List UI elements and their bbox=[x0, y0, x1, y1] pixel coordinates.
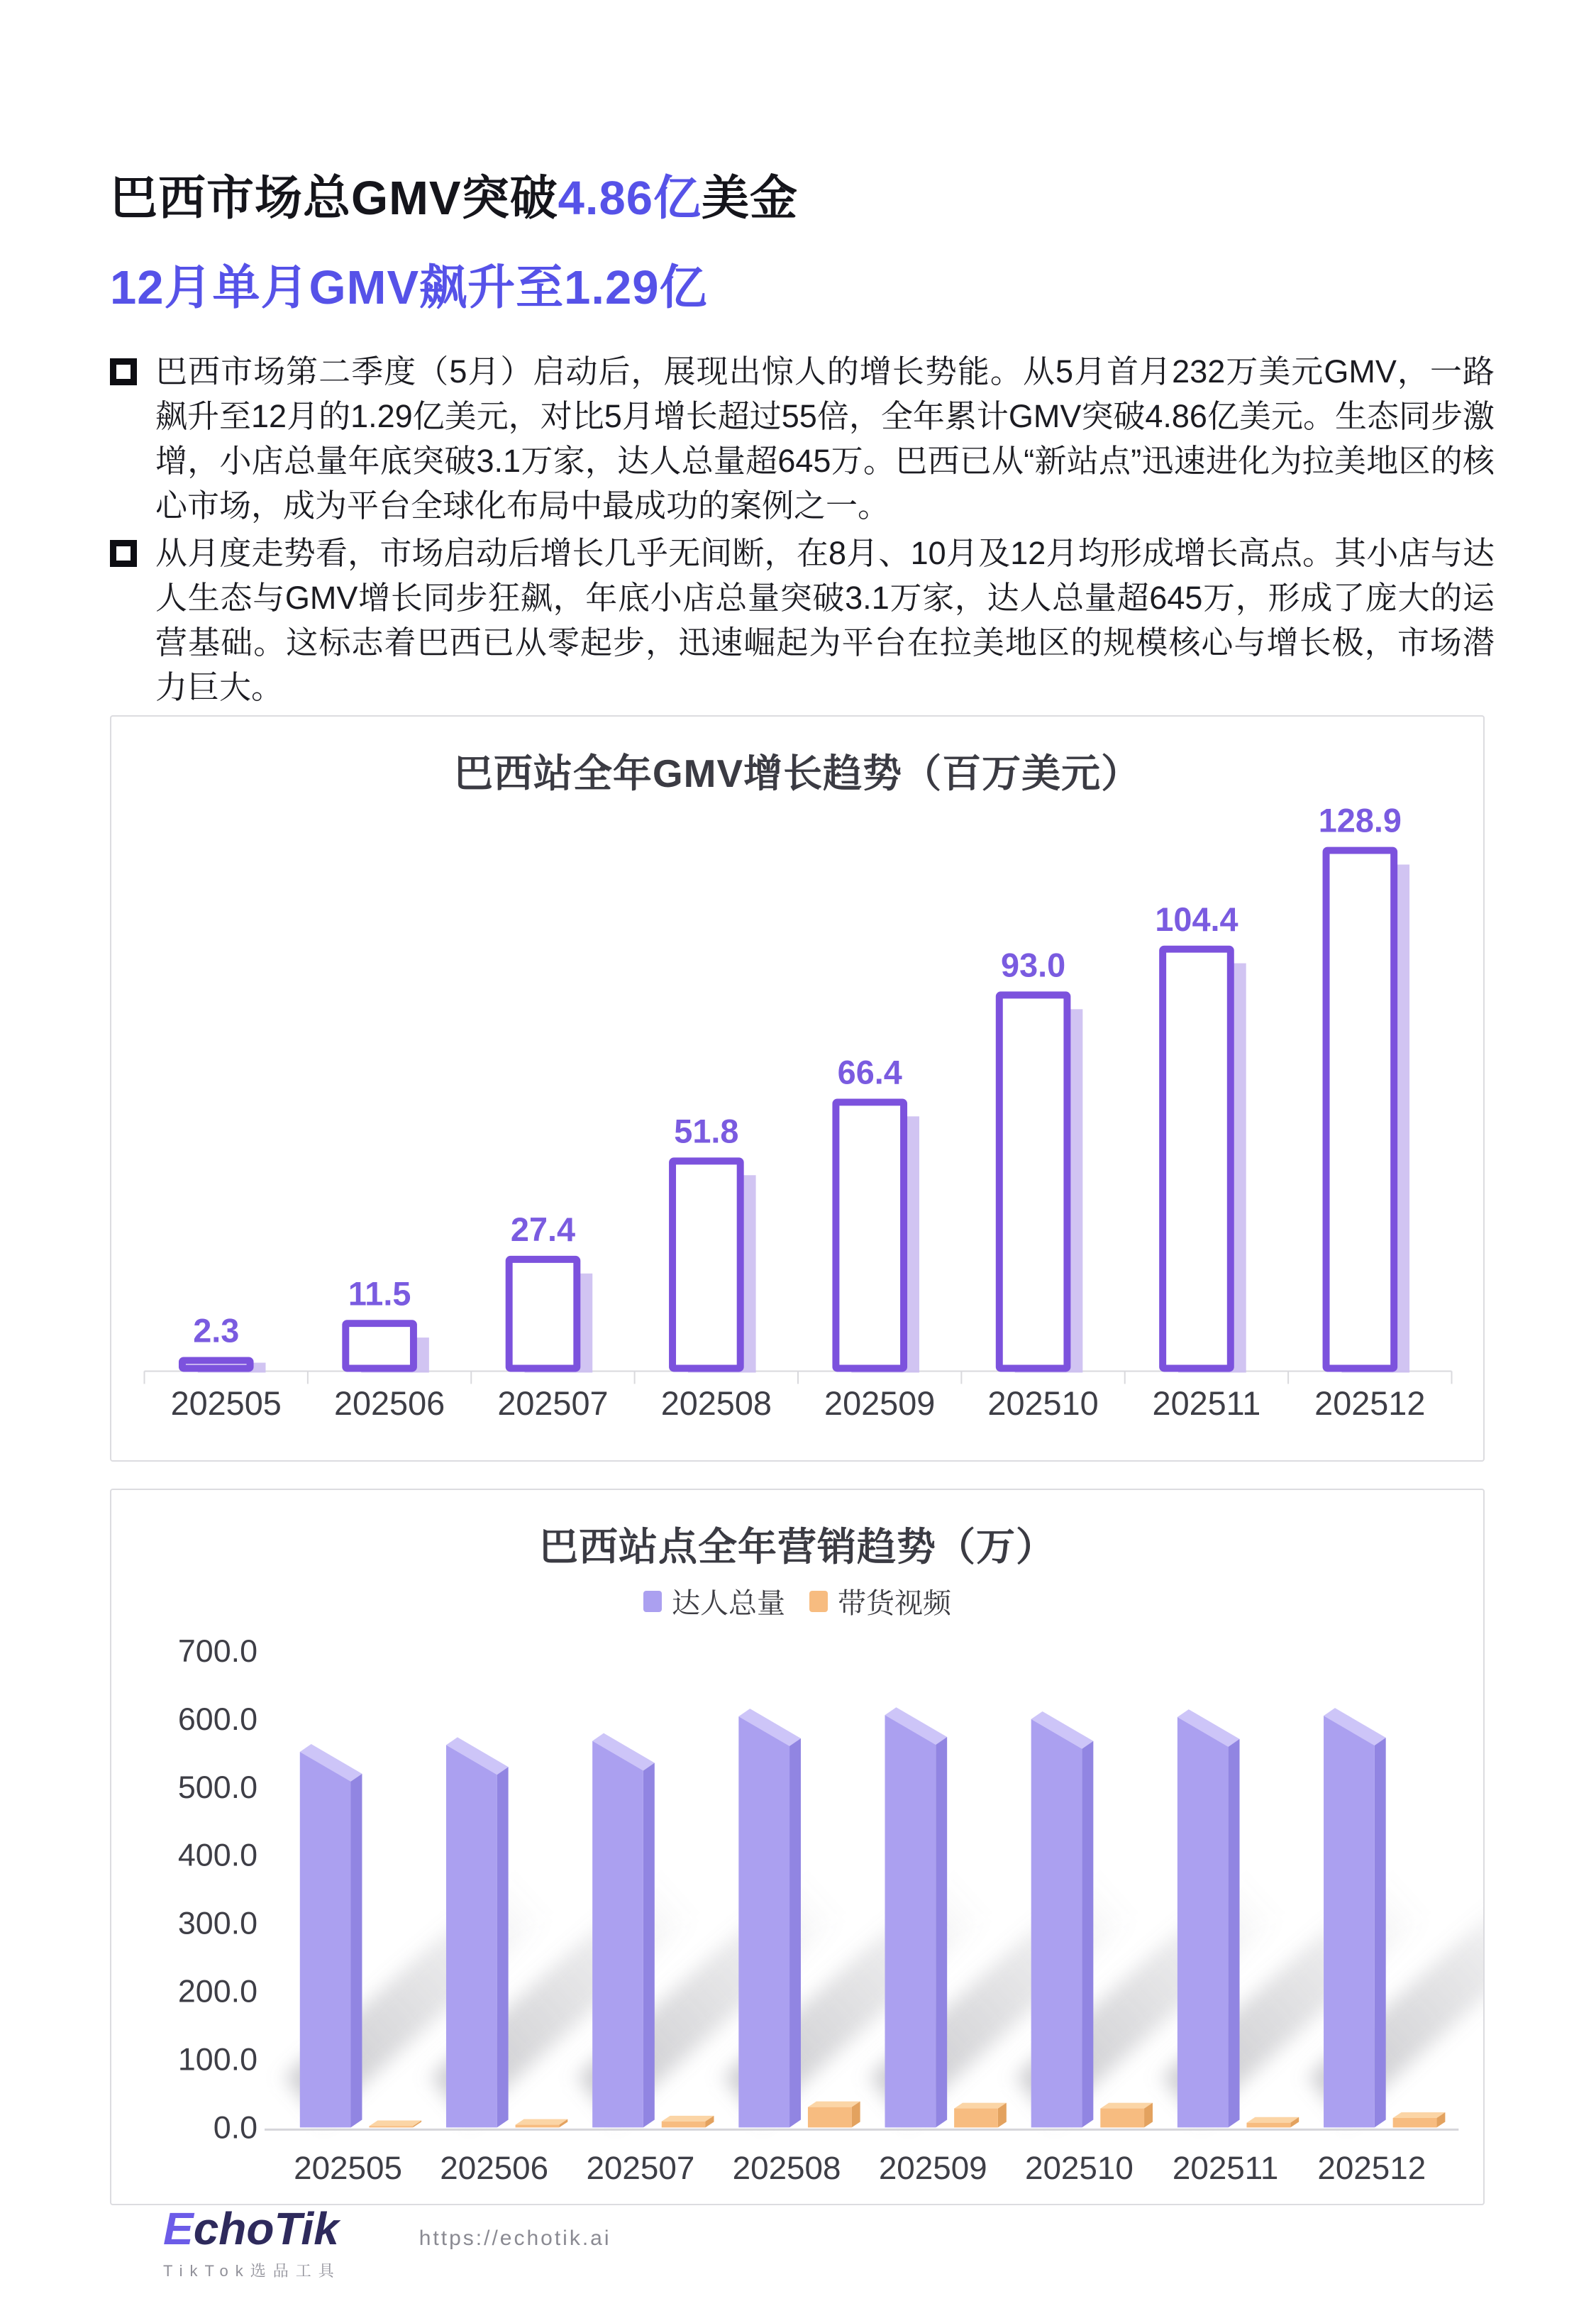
summary-bullet-list bbox=[110, 349, 1495, 712]
creator-bar-202509 bbox=[885, 1707, 948, 2127]
bar-front-face bbox=[516, 2125, 560, 2128]
x-axis-label: 202507 bbox=[497, 1385, 609, 1423]
creator-bar-202510 bbox=[1031, 1711, 1094, 2127]
bar-outline bbox=[182, 1360, 250, 1368]
bar-front-face bbox=[808, 2107, 852, 2128]
gmv-bar-chart bbox=[111, 717, 1483, 1460]
x-axis-label: 202508 bbox=[660, 1385, 772, 1423]
bar-outline bbox=[999, 995, 1068, 1368]
x-axis-label: 202505 bbox=[170, 1385, 282, 1423]
bar-front-face bbox=[954, 2109, 998, 2128]
video-bar-202506 bbox=[516, 2119, 568, 2128]
bar-outline bbox=[345, 1323, 414, 1368]
x-axis-label: 202512 bbox=[1314, 1385, 1426, 1423]
bullet-text: 从月度走势看，市场启动后增长几乎无间断，在8月、10月及12月均形成增长高点。其小店与达人生态与GMV增长同步狂飙，年底小店总量突破3.1万家，达人总量超645万，形成了庞大的运营基础。这标志着巴西已从零起步，迅速崛起为平台在拉美地区的规模核心与增长极，市场潜力巨大。 bbox=[155, 535, 1495, 705]
logo-wordmark bbox=[163, 2204, 341, 2253]
bar-top-face bbox=[369, 2121, 421, 2126]
x-axis-label: 202510 bbox=[1025, 2150, 1134, 2187]
bar-group-202507 bbox=[509, 1211, 593, 1372]
bullet-square-icon bbox=[110, 358, 137, 385]
bar-front-face bbox=[300, 1752, 351, 2127]
bar-front-face bbox=[369, 2126, 413, 2128]
bar-side-face bbox=[936, 1737, 947, 2127]
bullet-item bbox=[110, 349, 1495, 528]
x-axis-label: 202511 bbox=[1152, 1385, 1261, 1423]
video-bar-202511 bbox=[1246, 2117, 1299, 2128]
bar-group-202511 bbox=[1155, 901, 1246, 1373]
bar-group-202508 bbox=[672, 1113, 756, 1372]
bar-front-face bbox=[592, 1741, 643, 2128]
bar-group-202505 bbox=[182, 1313, 266, 1373]
title-accent-value: 4.86亿 bbox=[558, 172, 702, 225]
bar-front-face bbox=[1393, 2118, 1437, 2127]
marketing-chart-card bbox=[110, 1489, 1485, 2205]
legend-label: 带货视频 bbox=[838, 1588, 951, 1619]
marketing-chart-title: 巴西站点全年营销趋势（万） bbox=[538, 1525, 1055, 1569]
bar-front-face bbox=[1100, 2109, 1144, 2128]
bar-value-label: 66.4 bbox=[837, 1054, 902, 1091]
logo-tagline: TikTok选品工具 bbox=[163, 2262, 341, 2280]
bar-side-face bbox=[1229, 1739, 1240, 2128]
y-axis-label: 0.0 bbox=[213, 2109, 258, 2146]
bar-front-face bbox=[1324, 1716, 1375, 2127]
video-bar-202505 bbox=[369, 2121, 421, 2128]
bar-top-face bbox=[1393, 2112, 1446, 2118]
bar-front-face bbox=[446, 1745, 497, 2127]
gmv-chart-card bbox=[110, 715, 1485, 1462]
bar-front-face bbox=[662, 2122, 706, 2128]
bar-side-face bbox=[1082, 1741, 1093, 2128]
creator-bar-202511 bbox=[1177, 1709, 1240, 2127]
footer-url-link[interactable]: https://echotik.ai bbox=[419, 2227, 611, 2250]
legend-label: 达人总量 bbox=[672, 1588, 785, 1619]
echotik-logo bbox=[163, 2204, 341, 2281]
video-bar-202512 bbox=[1393, 2112, 1446, 2127]
bar-front-face bbox=[1246, 2123, 1290, 2128]
y-axis-label: 500.0 bbox=[177, 1769, 258, 1805]
bar-top-face bbox=[516, 2119, 568, 2125]
x-axis-label: 202506 bbox=[440, 2150, 549, 2187]
creator-bar-202506 bbox=[446, 1737, 509, 2127]
bullet-square-icon bbox=[110, 540, 137, 567]
bar-front-face bbox=[738, 1716, 789, 2127]
x-axis-label: 202510 bbox=[987, 1385, 1099, 1423]
video-bar-202508 bbox=[808, 2102, 860, 2128]
y-axis-label: 300.0 bbox=[177, 1905, 258, 1941]
gmv-chart-title: 巴西站全年GMV增长趋势（百万美元） bbox=[453, 751, 1141, 795]
title-prefix: 巴西市场总GMV突破 bbox=[110, 172, 558, 225]
legend-item-videos bbox=[809, 1581, 951, 1621]
bar-group-202506 bbox=[345, 1275, 429, 1372]
bar-value-label: 104.4 bbox=[1155, 900, 1238, 938]
bar-side-face bbox=[643, 1762, 655, 2127]
x-axis-label: 202507 bbox=[586, 2150, 695, 2187]
page-title-line-2: 12月单月GMV飙升至1.29亿 bbox=[110, 261, 708, 314]
creator-bar-202505 bbox=[300, 1744, 362, 2127]
bar-top-face bbox=[808, 2102, 860, 2107]
bar-group-202512 bbox=[1319, 802, 1409, 1373]
bar-outline bbox=[1163, 949, 1231, 1369]
bar-top-face bbox=[662, 2116, 714, 2122]
x-axis-label: 202509 bbox=[878, 2150, 987, 2187]
footer bbox=[163, 2204, 611, 2281]
legend-swatch-purple bbox=[643, 1591, 662, 1612]
creator-bar-202507 bbox=[592, 1733, 655, 2128]
title-suffix: 美金 bbox=[702, 172, 799, 225]
bar-front-face bbox=[885, 1715, 936, 2127]
bar-side-face bbox=[789, 1738, 801, 2127]
y-axis-label: 400.0 bbox=[177, 1837, 258, 1873]
bar-value-label: 11.5 bbox=[348, 1275, 411, 1313]
bar-value-label: 128.9 bbox=[1318, 802, 1402, 839]
bar-value-label: 2.3 bbox=[193, 1312, 240, 1350]
page-title-line-1 bbox=[110, 160, 798, 228]
video-bar-202510 bbox=[1100, 2103, 1153, 2128]
bar-outline bbox=[1326, 851, 1395, 1369]
x-axis-label: 202505 bbox=[294, 2150, 402, 2187]
bar-outline bbox=[509, 1259, 577, 1369]
logo-rest: choTik bbox=[193, 2203, 339, 2254]
bar-group-202509 bbox=[836, 1054, 919, 1373]
y-axis-label: 100.0 bbox=[177, 2041, 258, 2078]
y-axis-label: 700.0 bbox=[177, 1633, 258, 1669]
bar-outline bbox=[836, 1102, 904, 1368]
bullet-item bbox=[110, 531, 1495, 710]
y-axis-label: 200.0 bbox=[177, 1973, 258, 2009]
x-axis-label: 202512 bbox=[1317, 2150, 1426, 2187]
creator-bar-202512 bbox=[1324, 1708, 1386, 2127]
x-axis-label: 202506 bbox=[333, 1385, 445, 1423]
bar-value-label: 51.8 bbox=[674, 1113, 739, 1150]
bar-side-face bbox=[351, 1774, 362, 2128]
bar-top-face bbox=[1100, 2103, 1153, 2109]
bar-group-202510 bbox=[999, 947, 1083, 1373]
y-axis-label: 600.0 bbox=[177, 1701, 258, 1737]
x-axis-label: 202511 bbox=[1172, 2150, 1279, 2187]
x-axis-label: 202509 bbox=[824, 1385, 936, 1423]
legend-item-creators bbox=[643, 1581, 785, 1621]
bar-value-label: 27.4 bbox=[510, 1210, 576, 1248]
bar-outline bbox=[672, 1161, 741, 1368]
video-bar-202507 bbox=[662, 2116, 714, 2128]
bullet-text: 巴西市场第二季度（5月）启动后，展现出惊人的增长势能。从5月首月232万美元GMV，一路飙升至12月的1.29亿美元，对比5月增长超过55倍，全年累计GMV突破4.86亿美元。生态同步激增，小店总量年底突破3.1万家，达人总量超645万。巴西已从“新站点”迅速进化为拉美地区的核心市场，成为平台全球化布局中最成功的案例之一。 bbox=[155, 353, 1495, 524]
creator-bar-202508 bbox=[738, 1709, 801, 2127]
legend-swatch-orange bbox=[809, 1591, 828, 1612]
bar-front-face bbox=[1031, 1719, 1082, 2128]
bar-side-face bbox=[497, 1767, 509, 2127]
video-bar-202509 bbox=[954, 2103, 1007, 2128]
bar-side-face bbox=[1375, 1738, 1386, 2127]
logo-letter-e: E bbox=[163, 2203, 194, 2254]
bar-front-face bbox=[1177, 1717, 1229, 2127]
x-axis-label: 202508 bbox=[732, 2150, 841, 2187]
bar-value-label: 93.0 bbox=[1001, 947, 1066, 984]
bar-top-face bbox=[1246, 2117, 1299, 2123]
bar-top-face bbox=[954, 2103, 1007, 2109]
chart-legend bbox=[111, 1581, 1483, 1621]
